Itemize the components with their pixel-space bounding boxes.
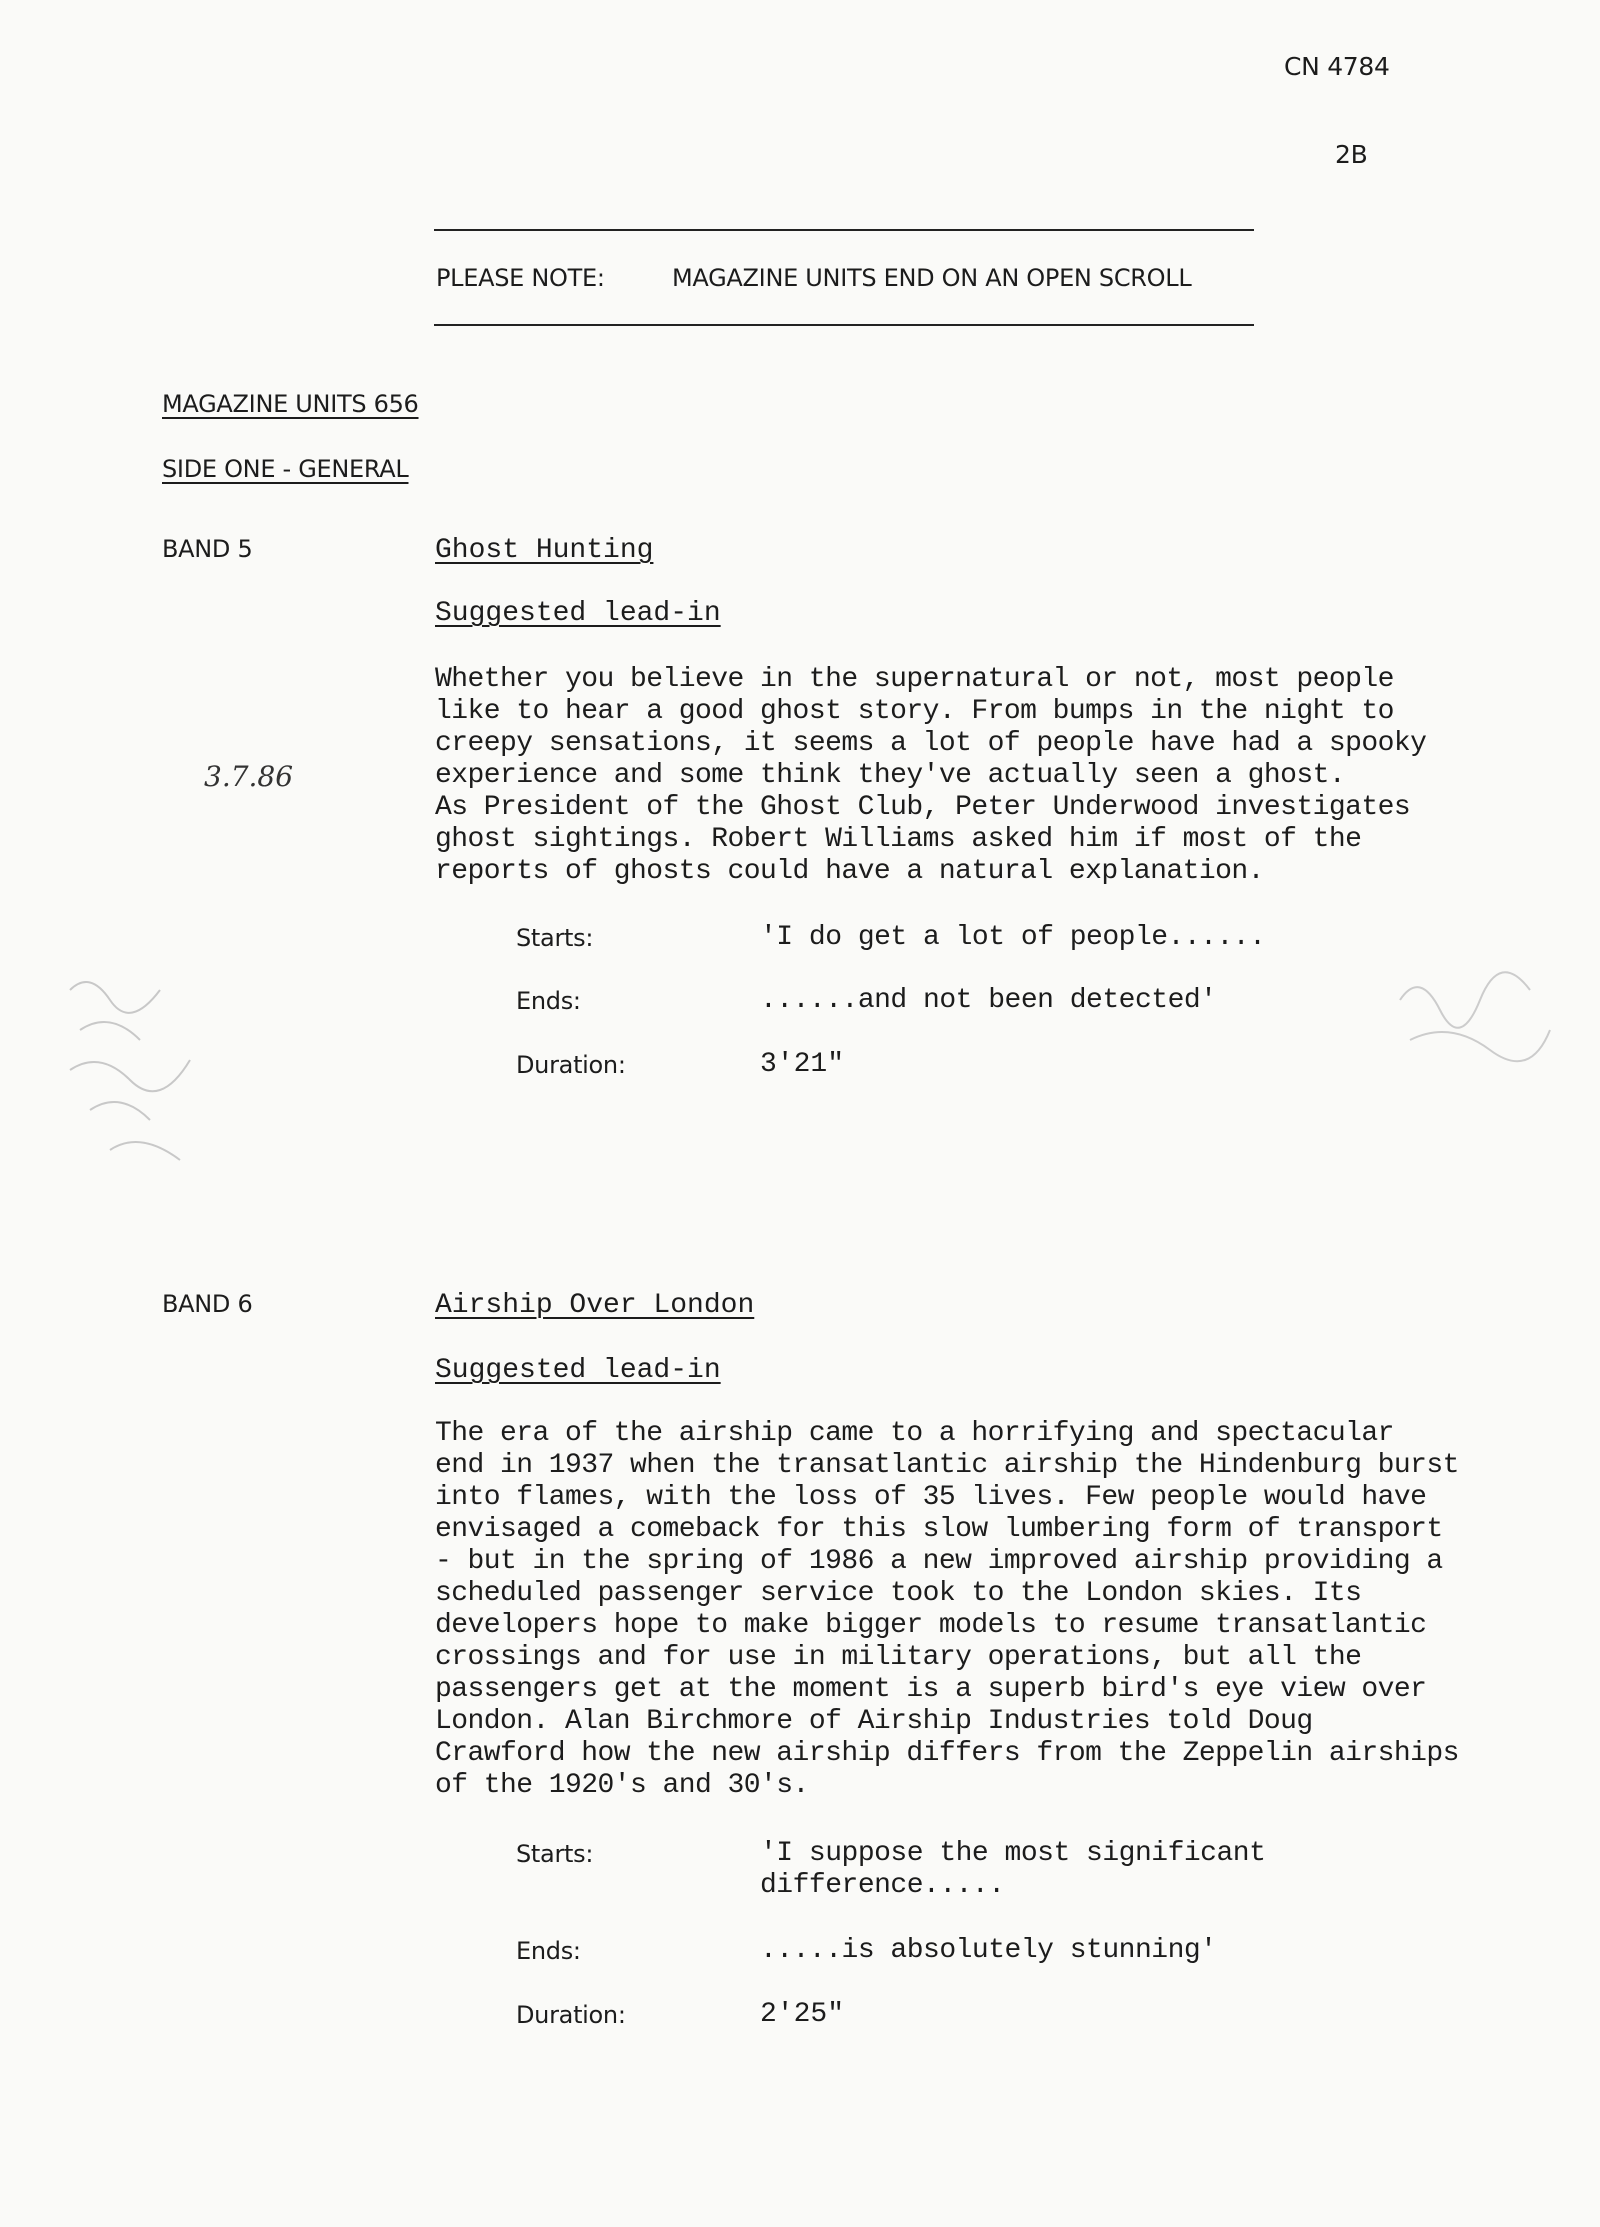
series-title: MAGAZINE UNITS 656 [162,390,419,418]
bottom-rule [434,324,1254,326]
band-5-title: Ghost Hunting [435,535,654,566]
side-title: SIDE ONE - GENERAL [162,455,409,483]
show-through-text [640,340,653,365]
band-5-leadin-heading: Suggested lead-in [435,598,721,629]
band-5-duration-value: 3'21" [760,1049,845,1080]
band-5-label: BAND 5 [162,535,253,563]
band-5-ends-value: ......and not been detected' [760,985,1217,1016]
band-6-leadin-text: The era of the airship came to a horrifying and spectacular end in 1937 when the transatlantic airship the Hindenburg burst into flames, with the loss of 35 lives. Few people would have envisaged a comeback for this slow lumbering form of transport - but in the spring of 1986 a new improved airship providing a scheduled passenger service took to the London skies. Its developers hope to make bigger models to resume transatlantic crossings and for use in military operations, but all the passengers get at the moment is a superb bird's eye view over London. Alan Birchmore of Airship Industries told Doug Crawford how the new airship differs from the Zeppelin airships of the 1920's and 30's. [435,1418,1459,1801]
band-6-title: Airship Over London [435,1290,755,1321]
page-label: 2B [1335,140,1368,169]
top-rule [434,229,1254,231]
notice-label: PLEASE NOTE: [436,264,605,292]
reference-code: CN 4784 [1284,52,1390,81]
band-5-leadin-text: Whether you believe in the supernatural or not, most people like to hear a good ghost story. From bumps in the night to creepy sensations, it seems a lot of people have had a spooky experience and some think they've actually seen a ghost. As President of the Ghost Club, Peter Underwood investigates ghost sightings. Robert Williams asked him if most of the reports of ghosts could have a natural explanation. [435,664,1427,887]
band-5-ends-label: Ends: [516,987,581,1015]
band-6-duration-label: Duration: [516,2001,626,2029]
band-5-starts-label: Starts: [516,924,594,952]
band-5-duration-label: Duration: [516,1051,626,1079]
band-6-leadin-heading: Suggested lead-in [435,1355,721,1386]
pencil-scribble-icon [50,960,260,1190]
handwritten-date: 3.7.86 [204,760,294,793]
band-6-ends-value: .....is absolutely stunning' [760,1935,1217,1966]
band-6-label: BAND 6 [162,1290,253,1318]
band-6-duration-value: 2'25" [760,1999,845,2030]
band-6-ends-label: Ends: [516,1937,581,1965]
notice-text: MAGAZINE UNITS END ON AN OPEN SCROLL [672,264,1192,292]
band-6-starts-label: Starts: [516,1840,594,1868]
band-5-starts-value: 'I do get a lot of people...... [760,922,1266,953]
pencil-scribble-right-icon [1390,960,1570,1080]
band-6-starts-value: 'I suppose the most significant difference..... [760,1838,1266,1901]
